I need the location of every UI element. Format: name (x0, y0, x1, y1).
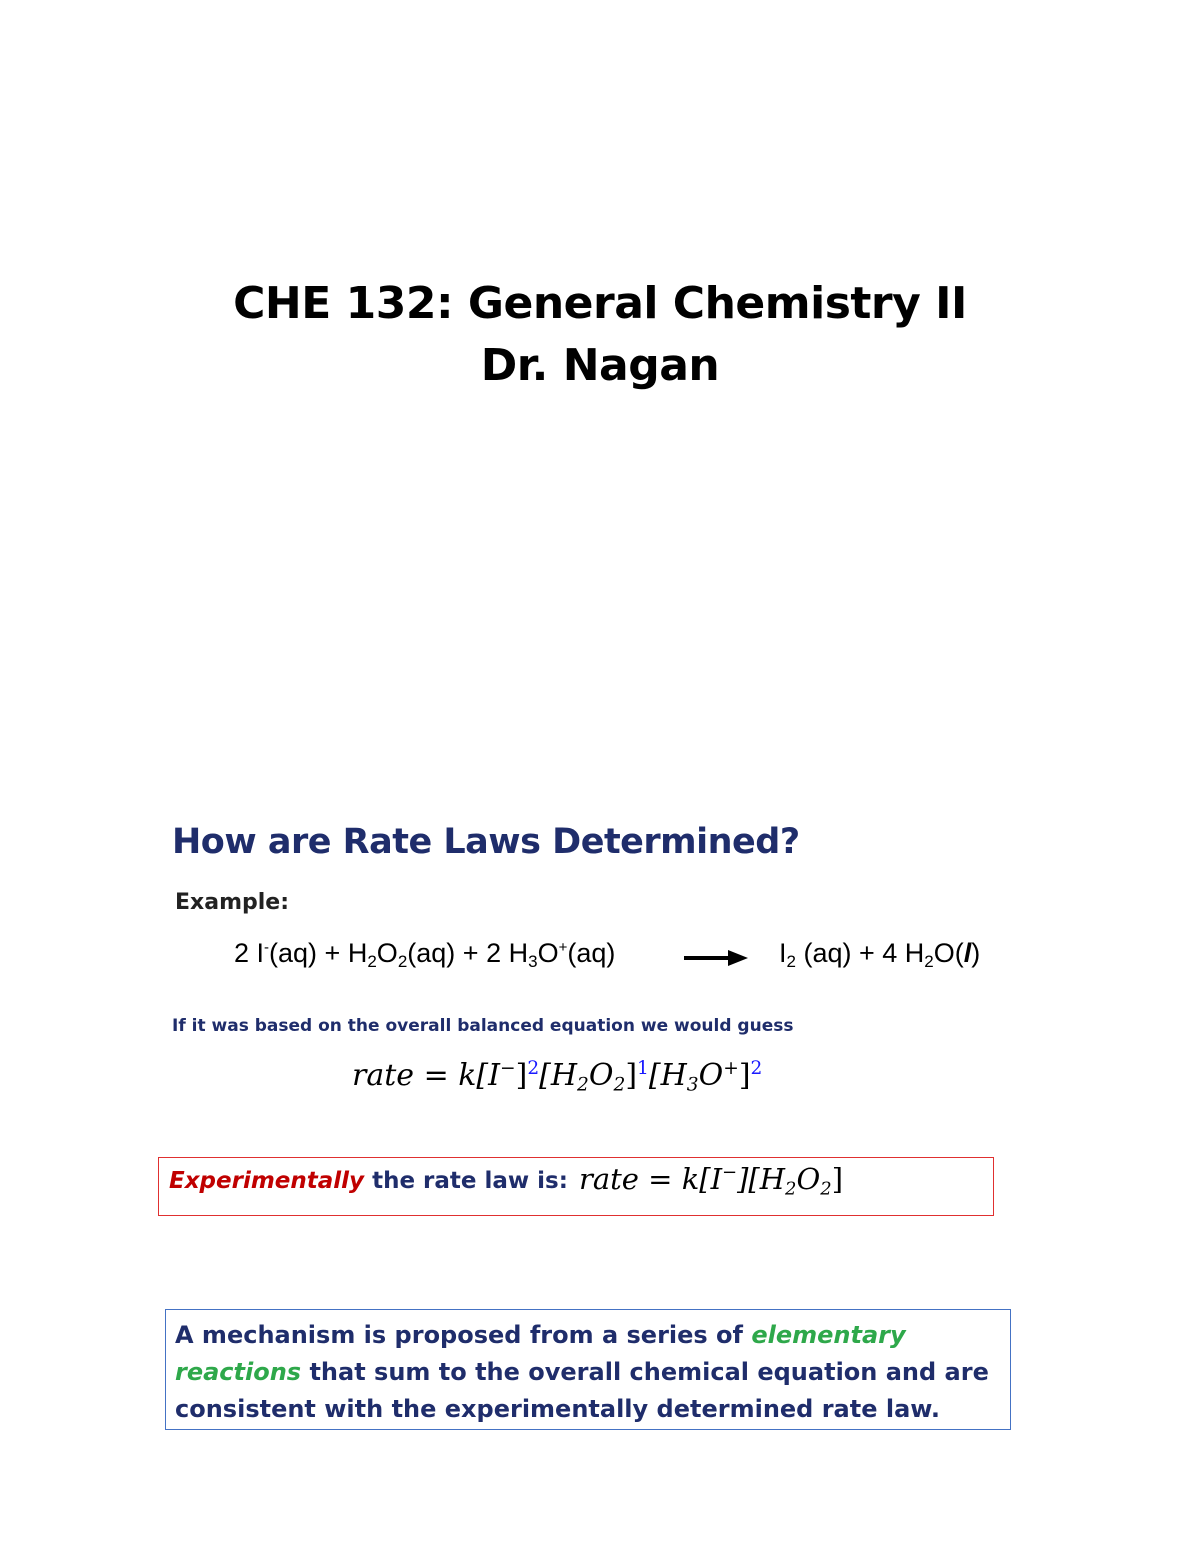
experimental-label: Experimentally the rate law is: (169, 1168, 568, 1194)
instructor-name: Dr. Nagan (480, 340, 720, 391)
slide-heading: How are Rate Laws Determined? (172, 822, 800, 862)
example-label: Example: (175, 890, 289, 915)
order-peroxide: 1 (637, 1057, 649, 1079)
order-hydronium: 2 (750, 1057, 763, 1079)
equation-reactants: 2 $I^-(aq) + H_2O_2(aq) + 2$ $H_3O^+(aq)$ (234, 938, 616, 971)
reaction-arrow-icon (684, 948, 748, 968)
document-title: CHE 132: General Chemistry II (233, 278, 967, 329)
order-iodide: 2 (527, 1057, 540, 1079)
experimental-rate-law-box (158, 1157, 994, 1216)
experimental-rate-law: rate = $k[I^-][H_2O_2]$ (579, 1162, 844, 1200)
mechanism-text: A mechanism is proposed from a series of elementary reactions that sum to the overall chemical equation and are consistent with the experimentally determined rate law. (175, 1321, 989, 1423)
mechanism-box (165, 1309, 1011, 1430)
balanced-equation (234, 938, 1034, 978)
guessed-rate-law: rate = $k[I^-]^2[H_2O_2]^1[H_3O^+]^2$ (352, 1057, 763, 1096)
equation-products: $I_2$ (aq) + 4 $H_2O(l)$ (779, 938, 981, 971)
guess-note: If it was based on the overall balanced equation we would guess (172, 1016, 794, 1036)
